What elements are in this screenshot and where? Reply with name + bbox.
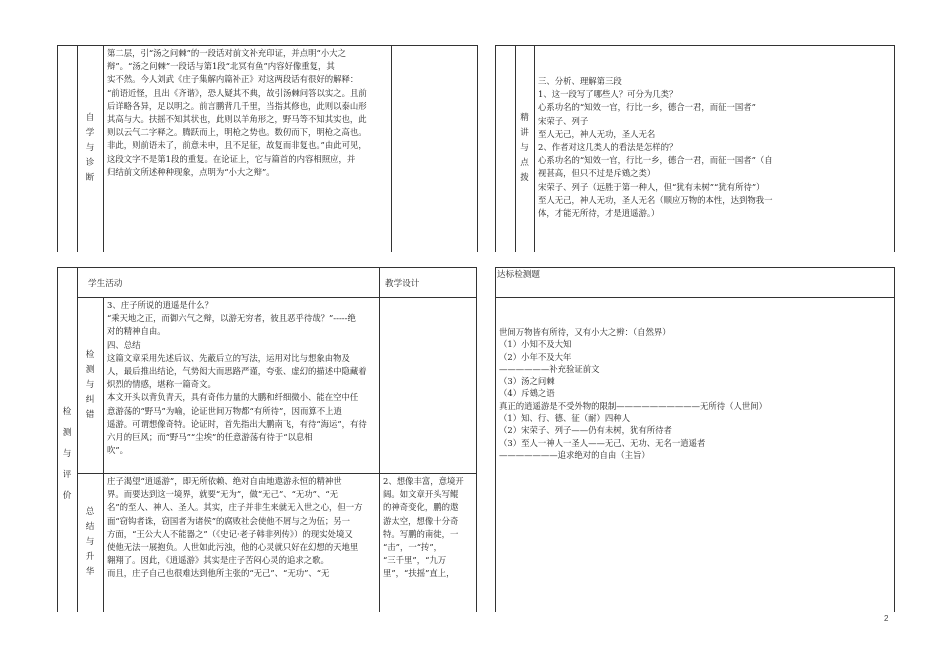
text-line: 庄子渴望“逍遥游”，即无所依赖、绝对自由地遨游永恒的精神世 (107, 476, 342, 486)
text-line: 辩”。“汤之问棘”一段话与第1段“北冥有鱼”内容好像重复，其 (107, 61, 335, 72)
text-line: 特。写鹏的南徙，一 (383, 528, 459, 539)
text-line: （4）斥鴳之语 (499, 388, 555, 399)
text-line: （3）汤之问棘 (499, 376, 555, 387)
text-line: 体，才能无所待，才是逍遥游。） (538, 208, 660, 219)
explain-label: 精讲与点拨 (520, 113, 529, 183)
page-number: 2 (884, 614, 889, 623)
text-line: 而且，庄子自己也很难达到他所主张的“无己”、“无功”、“无 (107, 568, 330, 579)
text-line: 游太空，想像十分奇 (383, 515, 459, 526)
test-eval-label: 检测与评价 (62, 407, 72, 501)
text-line: 阔。如文章开头写鲲 (383, 489, 459, 500)
text-line: 这段文字不是第1段的重复。在论证上，它与篇首的内容相照应，并 (107, 153, 356, 164)
text-line: 后详略各异，足以明之。前言鹏背几千里，当指其修也，此则以泰山形 (107, 100, 367, 111)
text-line: 方面，“王公大人不能器之”（《史记·老子韩非列传》）的现实处境又 (107, 528, 353, 539)
text-line: 宋荣子、列子 (538, 115, 589, 126)
text-line: 四、总结 (107, 339, 141, 350)
check-correct-label: 检测与纠错 (85, 349, 95, 420)
text-line: 翱翔了。因此，《逍遥游》其实是庄子苦闷心灵的追求之歌。 (107, 555, 329, 566)
top-right-border-c (894, 45, 895, 252)
text-line: 真正的逍遥游是不受外物的限制——————————无所待（人世间） (499, 400, 767, 411)
text-line: 里”，“扶摇”直上， (383, 568, 455, 579)
standard-test-title: 达标检测题 (497, 270, 540, 280)
design-content (380, 474, 477, 582)
text-line: 视甚高，但只不过是斥鴳之类） (538, 168, 656, 179)
text-line: 2、作者对这几类人的看法是怎样的？ (538, 142, 678, 153)
text-line: 的神奇变化，鹏的遨 (383, 502, 459, 513)
text-line: （2）宋荣子、列子——仍有未树，犹有所待者 (499, 425, 672, 436)
top-right-content (535, 74, 894, 221)
text-line: （1）小知不及大知 (499, 339, 572, 350)
text-line: 第二层，引“汤之问棘”的一段话对前文补充印证，并点明“小大之 (107, 48, 346, 58)
text-line: （1）知、行、德、征（耐）四种人 (499, 413, 630, 424)
text-line: 1、这一段写了哪些人？可分为几类？ (538, 89, 678, 100)
text-line: 遥游。可谓想像奇特。论证时，首先指出大鹏南飞，有待“海运”，有待 (107, 418, 367, 429)
standard-test-content (496, 325, 894, 462)
text-line: 则以云气二字释之。腾跃而上，明枪之势也。数仞而下，明枪之高也。 (107, 127, 367, 138)
summary-label: 总结与升华 (85, 507, 95, 577)
top-left-content (104, 46, 391, 180)
text-line: 意游荡的“野马”为喻，论证世间万物都“有所待”，因而算不上逍 (107, 405, 342, 416)
top-left-border-c (391, 45, 392, 252)
text-line: “三千里”，“九万 (383, 555, 447, 566)
text-line: （3）至人一神人一圣人——无己、无功、无名一逍遥者 (499, 437, 706, 448)
text-line: 心系功名的“知效一官，行比一乡，德合一君，而征一国者”（自 (538, 155, 773, 166)
text-line: 面“窃钩者诛，窃国者为诸侯”的腐败社会使他不屑与之为伍；另一 (107, 515, 351, 526)
text-line: 其高与大。扶摇不知其状也，此则以羊角形之，野马等不知其实也，此 (107, 114, 367, 125)
text-line: 非此，则前语未了，前意未申，且不足征，故复而非复也。”由此可见， (107, 140, 367, 151)
text-line: 三、分析、理解第三段 (538, 76, 622, 86)
text-line: 本文开头以背负青天，具有奇伟力量的大鹏和纤细微小、能在空中任 (107, 392, 359, 403)
text-line: 名”的至人、神人、圣人。其实，庄子并非生来就无入世之心，但一方 (107, 502, 363, 513)
text-line: 归结前文所述种种现象，点明为“小大之辩”。 (107, 166, 275, 177)
text-line: （2）小年不及大年 (499, 351, 572, 362)
text-line: “击”，一“抟”， (383, 542, 443, 553)
teaching-design-header: 教学设计 (385, 279, 420, 289)
text-line: 3、庄子所说的逍遥是什么？ (107, 300, 213, 310)
text-line: 宋荣子、列子（远胜于第一种人，但“犹有未树”“犹有所待”） (538, 181, 765, 192)
text-line: “前语近怪，且出《齐谐》，恐人疑其不典，故引汤棘问答以实之。且前 (107, 87, 367, 98)
text-line: 对的精神自由。 (107, 326, 166, 337)
text-line: 吹”。 (107, 445, 129, 456)
student-activity-header: 学生活动 (88, 279, 123, 289)
text-line: 实不然。今人刘武《庄子集解内篇补正》对这两段话有很好的解释： (107, 74, 359, 85)
summary-content (104, 474, 379, 582)
text-line: 人，最后推出结论，气势闳大而思路严谨，夸张、虚幻的描述中隐藏着 (107, 366, 367, 377)
text-line: 界。而要达到这一境界，就要“无为”，做“无己”、“无功”、“无 (107, 489, 338, 500)
self-study-label: 自学与诊断 (85, 113, 95, 183)
top-left-border-d (477, 45, 478, 252)
text-line: 至人无己，神人无功，圣人无名（顺应万物的本性，达到物我一 (538, 194, 773, 205)
text-line: 2、想像丰富，意境开 (383, 476, 464, 486)
bottom-right-hline (495, 297, 895, 298)
text-line: 至人无己，神人无功，圣人无名 (538, 128, 656, 139)
text-line: 六月的巨风；而“野马”“尘埃”的任意游荡有待于“以息相 (107, 432, 313, 443)
text-line: 这篇文章采用先述后议、先蔽后立的写法，运用对比与想象由物及 (107, 352, 350, 363)
text-line: 心系功名的“知效一官，行比一乡，德合一君，而征一国者” (538, 102, 756, 113)
text-line: 炽烈的情感，堪称一篇奇文。 (107, 379, 216, 390)
check-correct-content (104, 298, 379, 458)
text-line: ——————补充验证前文 (499, 363, 600, 374)
text-line: 世间万物皆有所待，又有小大之辨：（自然界） (499, 327, 671, 337)
text-line: “乘天地之正，而御六气之辩，以游无穷者，彼且恶乎待哉？”-----绝 (107, 313, 356, 324)
text-line: 使他无法一展抱负。人世如此污浊，他的心灵就只好在幻想的天地里 (107, 542, 359, 553)
text-line: ———————追求绝对的自由（主旨） (499, 449, 650, 460)
